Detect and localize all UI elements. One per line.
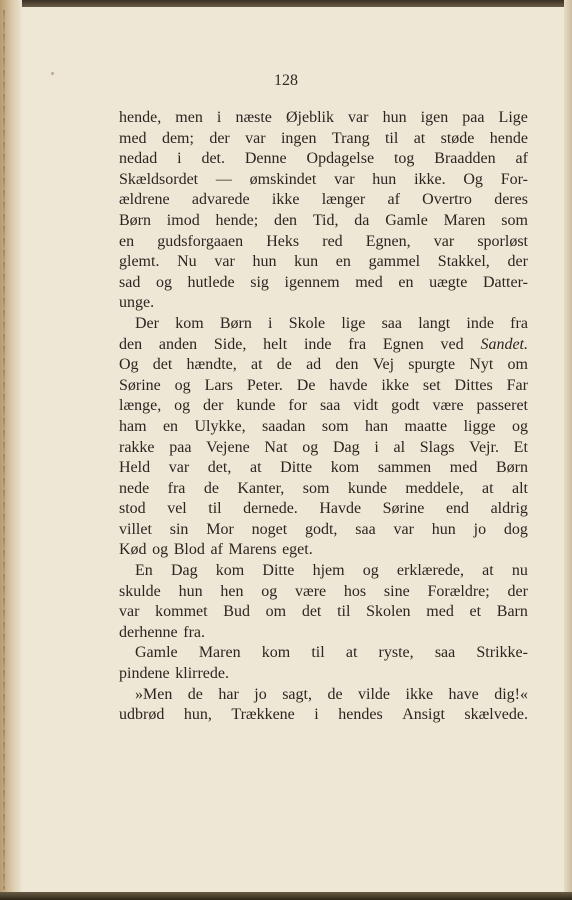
word: eget. <box>282 541 313 559</box>
word: Side, <box>213 335 247 353</box>
word: var <box>348 109 369 126</box>
word: om <box>507 356 528 374</box>
word: Dittes <box>454 376 493 394</box>
text-line <box>119 582 528 603</box>
word: have <box>448 685 479 703</box>
word: og <box>155 273 172 291</box>
word: de <box>327 685 343 703</box>
word: kom <box>330 459 360 477</box>
word: Sandet. <box>480 335 528 353</box>
word: fra. <box>183 623 205 641</box>
word: spurgte <box>408 356 456 374</box>
word: som <box>302 479 330 497</box>
word: ham <box>119 417 147 435</box>
word: og <box>152 541 169 559</box>
word: Gamle <box>385 211 428 229</box>
word: Nyt <box>469 356 494 374</box>
word: Børn <box>119 211 151 229</box>
word: imod <box>166 211 200 229</box>
word: Øjeblik <box>285 109 334 126</box>
word: være <box>432 397 464 415</box>
word: en <box>162 417 179 435</box>
word: det <box>152 356 173 374</box>
word: af <box>387 191 400 209</box>
word: med <box>355 273 383 291</box>
text-line <box>119 273 528 294</box>
word: Overtro <box>422 191 472 209</box>
word: var <box>393 520 414 538</box>
text-line <box>119 170 528 191</box>
word: en <box>398 273 414 291</box>
word: De <box>296 376 316 394</box>
word: sig <box>250 273 269 291</box>
word: hun <box>372 170 397 188</box>
word: Kanter, <box>237 479 285 497</box>
word: tog <box>393 150 415 168</box>
word: Der <box>135 314 159 332</box>
word: Bud <box>223 603 250 621</box>
word: havde <box>329 376 368 394</box>
text-line <box>119 108 528 129</box>
word: Skældsordet <box>119 170 199 188</box>
page-gutter <box>0 0 22 900</box>
word: Ulykke, <box>194 417 246 435</box>
page-text <box>119 108 528 726</box>
word: Ditte <box>262 562 295 580</box>
page-top-edge <box>0 0 572 7</box>
page-number: 128 <box>274 72 298 89</box>
word: godt <box>391 397 420 415</box>
word: uægte <box>429 273 468 291</box>
word: ældrene <box>119 191 170 209</box>
word: med <box>449 459 478 477</box>
text-line <box>119 540 528 561</box>
word: kom <box>215 562 245 580</box>
text-line <box>119 602 528 623</box>
word: sagt, <box>282 685 312 703</box>
text-line <box>119 479 528 500</box>
word: anden <box>158 335 198 353</box>
word: nede <box>119 479 150 497</box>
word: saa <box>381 314 402 332</box>
word: Vejr. <box>469 438 499 456</box>
word: og <box>511 417 528 435</box>
word: Held <box>119 459 151 477</box>
word: Stakkel, <box>437 253 490 271</box>
word: en <box>335 253 351 271</box>
word: ved <box>440 335 464 353</box>
word: Lars <box>204 376 233 394</box>
word: længe, <box>119 397 162 415</box>
word: den <box>119 335 143 353</box>
word: Ditte <box>280 459 313 477</box>
word: Strikke- <box>476 644 528 662</box>
word: Vejene <box>206 438 250 456</box>
text-line <box>119 417 528 438</box>
word: sporløst <box>477 232 528 250</box>
word: Egnen <box>382 335 424 353</box>
text-line <box>119 149 528 170</box>
word: til <box>337 603 351 621</box>
word: Sørine <box>119 376 161 394</box>
word: til <box>208 500 222 518</box>
word: inde <box>303 335 332 353</box>
word: næste <box>235 109 272 126</box>
word: i <box>216 109 222 126</box>
word: hende <box>489 129 528 147</box>
word: ikke <box>381 376 409 394</box>
word: igennem <box>284 273 340 291</box>
text-line <box>119 335 528 356</box>
word: Et <box>513 438 528 456</box>
word: sin <box>169 520 189 538</box>
word: dig!« <box>494 685 528 703</box>
word: dog <box>503 520 528 538</box>
word: vilde <box>358 685 391 703</box>
word: Braadden <box>434 150 496 168</box>
word: klirrede. <box>175 665 229 683</box>
word: med <box>119 129 147 147</box>
text-line <box>119 520 528 541</box>
word: lige <box>341 314 366 332</box>
word: Peter. <box>246 376 283 394</box>
word: noget <box>251 520 288 538</box>
text-line <box>119 458 528 479</box>
text-line <box>119 396 528 417</box>
word: der <box>507 582 528 600</box>
word: sad <box>119 273 141 291</box>
word: Denne <box>244 150 287 168</box>
word: og <box>174 397 191 415</box>
word: »Men <box>135 685 173 703</box>
word: godt, <box>304 520 338 538</box>
word: Sørine <box>382 500 425 518</box>
word: at <box>249 459 262 477</box>
word: glemt. <box>119 253 160 271</box>
word: hun <box>431 520 456 538</box>
word: har <box>218 685 239 703</box>
text-line <box>119 561 528 582</box>
word: langt <box>418 314 451 332</box>
word: at <box>482 562 494 580</box>
text-line <box>119 252 528 273</box>
word: advarede <box>191 191 250 209</box>
word: kom <box>175 314 204 332</box>
text-line <box>119 438 528 459</box>
word: fra <box>510 314 528 332</box>
word: hun <box>252 253 277 271</box>
word: der <box>203 397 224 415</box>
word: som <box>321 417 349 435</box>
text-line <box>119 232 528 253</box>
word: Havde <box>319 500 362 518</box>
word: nedad <box>119 150 158 168</box>
word: at <box>413 129 426 147</box>
word: støde <box>440 129 475 147</box>
word: af <box>515 150 528 168</box>
word: en <box>119 232 135 250</box>
word: længer <box>321 191 366 209</box>
word: red <box>322 232 343 250</box>
word: vel <box>167 500 187 518</box>
word: derhenne <box>119 623 178 641</box>
word: Gamle <box>135 644 178 662</box>
word: med <box>426 603 454 621</box>
word: Børn <box>495 459 528 477</box>
word: ikke <box>405 685 434 703</box>
word: alt <box>512 479 528 497</box>
word: Vej <box>372 356 395 374</box>
word: saadan <box>261 417 306 435</box>
word: dem; <box>161 129 194 147</box>
word: var <box>334 170 355 188</box>
text-line <box>119 190 528 211</box>
word: Børn <box>219 314 252 332</box>
word: hende; <box>215 211 259 229</box>
word: aldrig <box>490 500 528 518</box>
word: Nu <box>177 253 197 271</box>
word: helt <box>263 335 288 353</box>
word: hutlede <box>187 273 235 291</box>
word: hændte, <box>186 356 237 374</box>
word: vidt <box>353 397 379 415</box>
word: at <box>250 356 263 374</box>
word: ingen <box>280 129 317 147</box>
word: Trang <box>331 129 370 147</box>
word: men <box>175 109 203 126</box>
word: Trækkene <box>231 706 295 724</box>
word: i <box>314 706 319 724</box>
word: paa <box>462 109 485 126</box>
word: det. <box>201 150 225 168</box>
word: Skole <box>288 314 326 332</box>
word: hun, <box>183 706 212 724</box>
text-line <box>119 643 528 664</box>
word: skælvede. <box>464 706 528 724</box>
word: og <box>302 438 319 456</box>
word: hende, <box>119 109 162 126</box>
word: saa <box>355 520 376 538</box>
word: ømskindet <box>249 170 317 188</box>
word: Marens <box>228 541 277 559</box>
word: dernede. <box>243 500 298 518</box>
word: i <box>177 150 182 168</box>
word: og <box>174 376 191 394</box>
word: sammen <box>377 459 432 477</box>
word: kunde <box>347 479 387 497</box>
word: kun <box>294 253 319 271</box>
word: meddele, <box>405 479 464 497</box>
text-line <box>119 376 528 397</box>
word: Tid, <box>312 211 339 229</box>
word: maatte <box>404 417 448 435</box>
word: Dag <box>170 562 198 580</box>
word: der <box>507 253 528 271</box>
text-line <box>119 355 528 376</box>
word: som <box>501 211 528 229</box>
word: end <box>445 500 470 518</box>
word: i <box>374 438 379 456</box>
word: deres <box>494 191 528 209</box>
page-right-edge <box>564 0 572 900</box>
word: paa <box>169 438 192 456</box>
word: det <box>301 603 322 621</box>
word: Egnen, <box>365 232 411 250</box>
word: det, <box>207 459 232 477</box>
word: i <box>268 314 273 332</box>
word: rakke <box>119 438 155 456</box>
text-line <box>119 705 528 726</box>
word: hos <box>343 582 367 600</box>
word: da <box>354 211 370 229</box>
word: fra <box>348 335 367 353</box>
word: var <box>119 603 140 621</box>
word: Blod <box>173 541 205 559</box>
word: Ansigt <box>402 706 445 724</box>
word: For- <box>500 170 528 188</box>
word: den <box>273 211 298 229</box>
word: Heks <box>266 232 300 250</box>
word: om <box>265 603 287 621</box>
word: de <box>187 685 203 703</box>
word: Og <box>119 356 139 374</box>
word: for <box>288 397 308 415</box>
word: Skolen <box>366 603 411 621</box>
word: En <box>135 562 153 580</box>
word: hjem <box>312 562 345 580</box>
word: Mor <box>206 520 234 538</box>
word: af <box>210 541 223 559</box>
word: stod <box>119 500 146 518</box>
word: var <box>245 129 266 147</box>
word: og <box>261 582 278 600</box>
word: skulde <box>119 582 161 600</box>
word: de <box>276 356 292 374</box>
text-line <box>119 623 528 644</box>
word: hun <box>178 582 203 600</box>
text-line <box>119 685 528 706</box>
word: de <box>203 479 219 497</box>
word: ikke. <box>414 170 446 188</box>
word: der <box>209 129 230 147</box>
word: hendes <box>338 706 383 724</box>
word: til <box>311 644 325 662</box>
word: Datter- <box>482 273 528 291</box>
word: al <box>393 438 406 456</box>
word: erklærede, <box>396 562 464 580</box>
word: jo <box>254 685 267 703</box>
word: at <box>482 479 494 497</box>
word: jo <box>473 520 487 538</box>
word: set <box>422 376 441 394</box>
word: nu <box>511 562 528 580</box>
word: fra <box>167 479 186 497</box>
word: Barn <box>496 603 528 621</box>
word: gudsforgaaen <box>157 232 244 250</box>
word: være <box>295 582 327 600</box>
word: Far <box>506 376 528 394</box>
word: saa <box>319 397 341 415</box>
word: ryste, <box>378 644 414 662</box>
word: saa <box>434 644 456 662</box>
word: Opdagelse <box>306 150 375 168</box>
text-line <box>119 211 528 232</box>
word: Lige <box>498 109 528 126</box>
word: Nat <box>264 438 288 456</box>
word: inde <box>466 314 494 332</box>
word: udbrød <box>119 706 165 724</box>
word: kunde <box>236 397 276 415</box>
word: et <box>469 603 482 621</box>
word: Forældre; <box>427 582 490 600</box>
word: — <box>215 170 232 188</box>
word: og <box>362 562 379 580</box>
word: villet <box>119 520 152 538</box>
word: var <box>214 253 235 271</box>
text-line <box>119 314 528 335</box>
word: Og <box>463 170 483 188</box>
text-line <box>119 129 528 150</box>
word: pindene <box>119 665 170 683</box>
word: Kød <box>119 541 147 559</box>
word: kom <box>261 644 291 662</box>
word: hun <box>382 109 407 126</box>
word: Maren <box>198 644 241 662</box>
word: ikke <box>271 191 300 209</box>
word: den <box>335 356 359 374</box>
word: Maren <box>443 211 486 229</box>
word: gammel <box>368 253 421 271</box>
word: hen <box>220 582 244 600</box>
word: Dag <box>332 438 360 456</box>
word: igen <box>420 109 449 126</box>
word: passeret <box>476 397 528 415</box>
word: var <box>433 232 455 250</box>
word: Slags <box>419 438 455 456</box>
text-line <box>119 499 528 520</box>
word: var <box>168 459 190 477</box>
word: sine <box>383 582 410 600</box>
word: kommet <box>155 603 208 621</box>
text-line <box>119 293 528 314</box>
word: han <box>365 417 389 435</box>
word: ad <box>306 356 322 374</box>
text-line <box>119 664 528 685</box>
word: til <box>384 129 399 147</box>
word: at <box>345 644 358 662</box>
word: ligge <box>463 417 496 435</box>
word: unge. <box>119 294 155 312</box>
page-bottom-edge <box>0 892 572 900</box>
